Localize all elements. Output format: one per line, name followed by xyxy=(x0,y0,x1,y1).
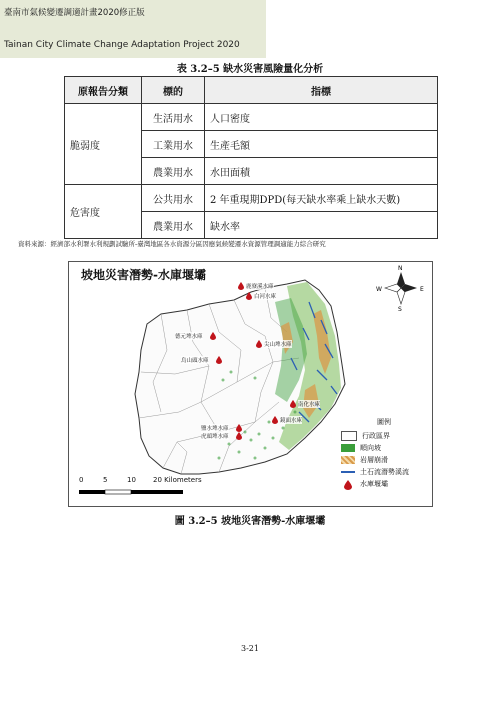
reservoir-marker xyxy=(256,340,262,348)
scale-20: 20 Kilometers xyxy=(153,476,202,484)
scale-0: 0 xyxy=(79,476,84,484)
table-row xyxy=(65,185,438,212)
category-cell: 危害度 xyxy=(65,185,142,239)
legend-item-dip-slope xyxy=(341,442,427,454)
legend-label: 岩層崩滑 xyxy=(360,456,388,464)
reservoir-marker xyxy=(236,432,242,440)
legend-item-boundary xyxy=(341,430,427,442)
source-note: 資料來源：經濟部水利署水利規劃試驗所-臺灣地區各水資源分區因應氣候變遷水資源管理調適能力綜合研究 xyxy=(18,240,326,248)
scale-labels xyxy=(79,476,209,485)
scale-5: 5 xyxy=(103,476,108,484)
reservoir-label: 鏡面水庫 xyxy=(280,418,303,424)
rock-slide-swatch xyxy=(341,456,355,464)
target-cell: 公共用水 xyxy=(142,185,205,212)
report-title: 臺南市氣候變遷調適計畫2020修正版 xyxy=(4,8,145,18)
target-cell: 農業用水 xyxy=(142,212,205,239)
page-number: 3-21 xyxy=(241,644,259,653)
reservoir-label: 尖山埤水庫 xyxy=(264,342,292,348)
target-cell: 農業用水 xyxy=(142,158,205,185)
header-category: 原報告分類 xyxy=(65,77,142,104)
legend-label: 順向坡 xyxy=(360,444,381,452)
map-title: 坡地災害潛勢-水庫堰壩 xyxy=(81,268,206,282)
reservoir-label: 虎頭埤水庫 xyxy=(201,434,229,440)
indicator-cell: 水田面積 xyxy=(205,158,438,185)
indicator-cell: 2 年重現期DPD(每天缺水率乘上缺水天數) xyxy=(205,185,438,212)
reservoir-label: 鹿寮溪水庫 xyxy=(246,284,274,290)
reservoir-label: 白河水庫 xyxy=(254,294,277,300)
debris-stream-swatch xyxy=(341,471,355,473)
hazard-map xyxy=(68,261,433,507)
target-cell: 工業用水 xyxy=(142,131,205,158)
map-legend xyxy=(341,417,427,490)
table-caption: 表 3.2–5 缺水災害風險量化分析 xyxy=(176,64,324,75)
north-arrow xyxy=(385,272,417,304)
legend-title: 圖例 xyxy=(377,418,391,426)
compass-s: S xyxy=(398,306,402,313)
reservoir-label: 鹽水埤水庫 xyxy=(201,426,229,432)
target-cell: 生活用水 xyxy=(142,104,205,131)
figure-caption: 圖 3.2–5 坡地災害潛勢-水庫堰壩 xyxy=(174,516,326,527)
header-indicator: 指標 xyxy=(205,77,438,104)
legend-item-debris-stream xyxy=(341,466,427,478)
scale-bar xyxy=(79,490,183,494)
legend-item-rock-slide xyxy=(341,454,427,466)
indicator-cell: 生產毛額 xyxy=(205,131,438,158)
compass-n: N xyxy=(398,265,403,272)
reservoir-label: 烏山頭水庫 xyxy=(181,358,209,364)
reservoir-label: 南化水庫 xyxy=(298,402,321,408)
category-cell: 脆弱度 xyxy=(65,104,142,185)
legend-label: 行政區界 xyxy=(362,432,390,440)
legend-item-reservoir xyxy=(341,478,427,490)
report-subtitle: Tainan City Climate Change Adaptation Project 2020 xyxy=(4,40,240,50)
compass-e: E xyxy=(420,286,424,293)
reservoir-marker xyxy=(246,292,252,300)
compass-w: W xyxy=(376,286,382,293)
legend-label: 水庫堰壩 xyxy=(360,480,388,488)
scale-10: 10 xyxy=(127,476,136,484)
risk-table xyxy=(64,76,438,239)
reservoir-marker xyxy=(238,282,244,290)
indicator-cell: 缺水率 xyxy=(205,212,438,239)
legend-label: 土石流潛勢溪流 xyxy=(360,468,409,476)
reservoir-marker xyxy=(210,332,216,340)
boundary-swatch xyxy=(341,431,357,441)
reservoir-marker xyxy=(236,424,242,432)
reservoir-label: 德元埤水庫 xyxy=(175,334,203,340)
reservoir-marker xyxy=(290,400,296,408)
table-row xyxy=(65,104,438,131)
water-drop-icon xyxy=(344,480,352,490)
indicator-cell: 人口密度 xyxy=(205,104,438,131)
header-target: 標的 xyxy=(142,77,205,104)
dip-slope-swatch xyxy=(341,444,355,452)
header-band xyxy=(0,0,266,58)
table-header-row xyxy=(65,77,438,104)
reservoir-marker xyxy=(216,356,222,364)
reservoir-marker xyxy=(272,416,278,424)
reservoir-swatch xyxy=(341,480,355,488)
